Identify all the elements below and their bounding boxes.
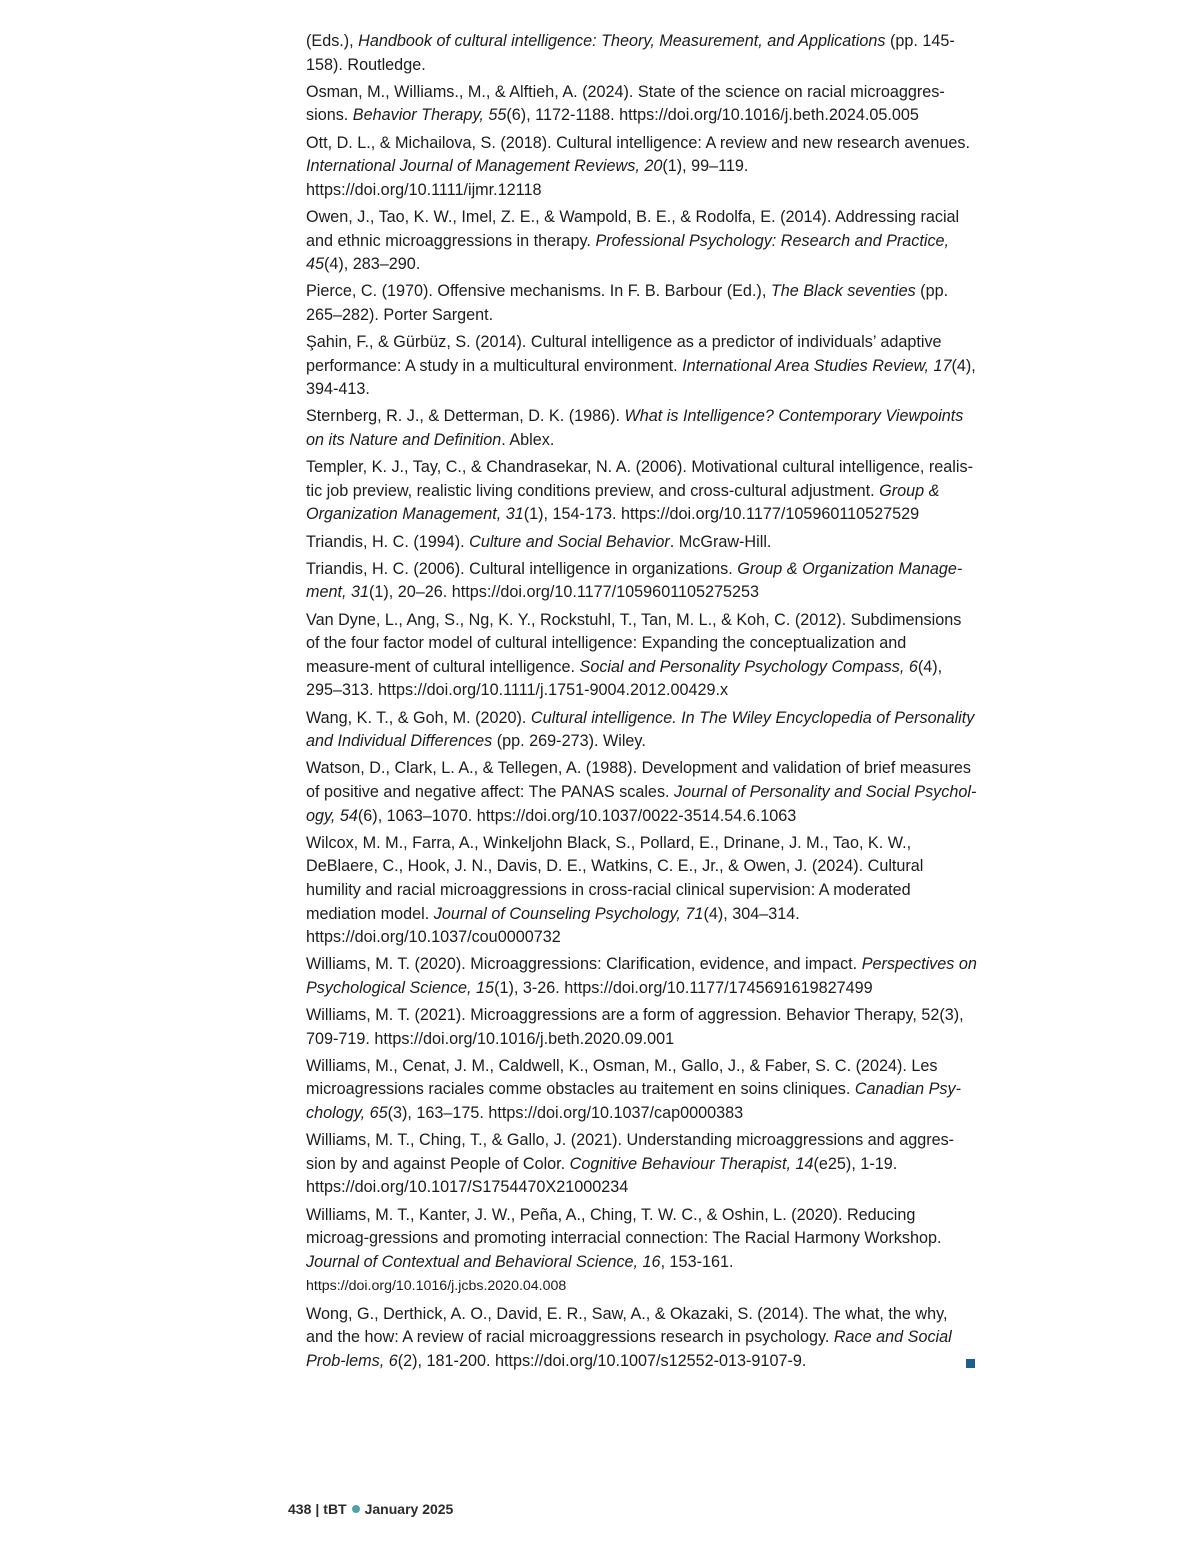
- reference-text: Wang, K. T., & Goh, M. (2020).: [306, 708, 531, 727]
- reference-entry: [306, 331, 978, 402]
- reference-text: (4), 283–290.: [324, 255, 421, 274]
- reference-source-title: The Black seventies: [770, 282, 916, 301]
- page-number: 438: [288, 1501, 312, 1517]
- reference-entry: [306, 953, 978, 1000]
- reference-text: Owen, J., Tao, K. W., Imel, Z. E., & Wampold, B. E., & Rodolfa, E. (2014). Addressing racial and ethnic microaggressions in therapy.: [306, 207, 960, 250]
- reference-text: (Eds.),: [306, 32, 359, 50]
- reference-source-title: Group & Organization Manage-ment, 31: [306, 559, 963, 602]
- reference-source-title: Professional Psychology: Research and Practice, 45: [306, 231, 950, 274]
- reference-text: (1), 20–26. https://doi.org/10.1177/1059601105275253: [369, 583, 760, 602]
- reference-source-title: Journal of Personality and Social Psychol-ogy, 54: [306, 782, 977, 825]
- reference-text: , 153-161.: [660, 1252, 734, 1271]
- reference-source-title: Social and Personality Psychology Compass, 6: [579, 657, 918, 676]
- reference-source-title: What is Intelligence? Contemporary Viewpoints on its Nature and Definition: [306, 407, 964, 450]
- reference-text: Triandis, H. C. (2006). Cultural intelligence in organizations.: [306, 559, 738, 578]
- reference-entry: [306, 531, 978, 555]
- reference-entry: [306, 405, 978, 452]
- reference-entry: [306, 1055, 978, 1126]
- reference-source-title: International Area Studies Review, 17: [682, 356, 952, 375]
- end-of-article-square-icon: [966, 1359, 975, 1368]
- reference-entry: [306, 30, 978, 77]
- reference-text: (1), 99–119. https://doi.org/10.1111/ijmr.12118: [306, 157, 749, 199]
- reference-entry: [306, 456, 978, 527]
- reference-text: (pp. 265–282). Porter Sargent.: [306, 282, 949, 324]
- page-footer: [288, 1501, 453, 1517]
- reference-text: Templer, K. J., Tay, C., & Chandrasekar, N. A. (2006). Motivational cultural intelligence, realis-tic job preview, realistic living conditions preview, and cross-cultural adjustment.: [306, 458, 973, 500]
- reference-text: Williams, M. T., Kanter, J. W., Peña, A., Ching, T. W. C., & Oshin, L. (2020). Reducing microag-gressions and promoting interracial connection: The Racial Harmony Workshop.: [306, 1205, 942, 1248]
- reference-text: . Ablex.: [501, 431, 555, 450]
- reference-source-title: Cognitive Behaviour Therapist, 14: [569, 1154, 814, 1173]
- reference-text: (4), 295–313. https://doi.org/10.1111/j.1751-9004.2012.00429.x: [306, 657, 943, 700]
- reference-text: Van Dyne, L., Ang, S., Ng, K. Y., Rockstuhl, T., Tan, M. L., & Koh, C. (2012). Subdimensions of the four factor model of cultural intelligence: Expanding the conceptualization and measure-ment of cultural intelligence.: [306, 610, 962, 676]
- reference-text: Watson, D., Clark, L. A., & Tellegen, A. (1988). Development and validation of brief measures of positive and negative affect: The PANAS scales.: [306, 759, 971, 801]
- reference-text: (6), 1063–1070. https://doi.org/10.1037/0022-3514.54.6.1063: [357, 806, 797, 825]
- reference-text: Şahin, F., & Gürbüz, S. (2014). Cultural intelligence as a predictor of individuals’ adaptive performance: A study in a multicultural environment.: [306, 333, 942, 375]
- reference-source-title: Culture and Social Behavior: [469, 532, 670, 551]
- reference-entry: [306, 707, 978, 754]
- reference-text: (1), 154-173. https://doi.org/10.1177/105960110527529: [523, 505, 920, 524]
- reference-text: (4), 394-413.: [306, 356, 976, 399]
- reference-entry: [306, 1303, 978, 1374]
- reference-text: (3), 163–175. https://doi.org/10.1037/cap0000383: [387, 1104, 744, 1123]
- reference-entry: [306, 1204, 978, 1299]
- reference-text: https://doi.org/10.1016/j.jcbs.2020.04.008: [306, 1278, 567, 1295]
- journal-name: tBT: [323, 1501, 347, 1517]
- reference-source-title: Journal of Counseling Psychology, 71: [433, 904, 704, 923]
- reference-text: Osman, M., Williams., M., & Alftieh, A. (2024). State of the science on racial microaggres-sions.: [306, 82, 945, 125]
- reference-list: [306, 30, 978, 1377]
- reference-source-title: Cultural intelligence. In The Wiley Encyclopedia of Personality and Individual Differences: [306, 708, 975, 751]
- reference-text: Wong, G., Derthick, A. O., David, E. R., Saw, A., & Okazaki, S. (2014). The what, the why, and the how: A review of racial microaggressions research in psychology.: [306, 1304, 948, 1347]
- reference-text: Ott, D. L., & Michailova, S. (2018). Cultural intelligence: A review and new research avenues.: [306, 133, 971, 152]
- reference-text: (4), 304–314. https://doi.org/10.1037/cou0000732: [306, 904, 800, 947]
- reference-entry: [306, 832, 978, 950]
- reference-source-title: International Journal of Management Reviews, 20: [306, 157, 663, 176]
- reference-source-title: Canadian Psy-chology, 65: [306, 1080, 962, 1123]
- reference-text: Sternberg, R. J., & Detterman, D. K. (1986).: [306, 407, 625, 426]
- reference-entry: [306, 609, 978, 703]
- reference-entry: [306, 757, 978, 828]
- reference-text: (6), 1172-1188. https://doi.org/10.1016/j.beth.2024.05.005: [506, 106, 919, 125]
- reference-source-title: Journal of Contextual and Behavioral Science, 16: [306, 1252, 661, 1271]
- issue-date: January 2025: [364, 1501, 454, 1517]
- reference-source-title: Race and Social Prob-lems, 6: [306, 1328, 952, 1370]
- reference-text: Williams, M. T. (2021). Microaggressions are a form of aggression. Behavior Therapy, 52(3), 709-719. https://doi.org/10.1016/j.beth.2020.09.001: [306, 1006, 964, 1048]
- reference-source-title: Perspectives on Psychological Science, 15: [306, 955, 977, 997]
- reference-entry: [306, 1129, 978, 1200]
- reference-entry: [306, 280, 978, 327]
- reference-text: Triandis, H. C. (1994).: [306, 532, 470, 551]
- reference-text: (2), 181-200. https://doi.org/10.1007/s12552-013-9107-9.: [397, 1351, 807, 1370]
- reference-text: (pp. 145-158). Routledge.: [306, 32, 955, 74]
- reference-text: (pp. 269-273). Wiley.: [492, 732, 646, 751]
- reference-text: Williams, M. T., Ching, T., & Gallo, J. (2021). Understanding microaggressions and aggres-sion by and against People of Color.: [306, 1131, 955, 1173]
- reference-text: Williams, M., Cenat, J. M., Caldwell, K., Osman, M., Gallo, J., & Faber, S. C. (2024). Les microagressions raciales comme obstacles au traitement en soins cliniques.: [306, 1056, 938, 1099]
- reference-entry: [306, 206, 978, 277]
- reference-source-title: Behavior Therapy, 55: [352, 106, 507, 125]
- reference-entry: [306, 132, 978, 203]
- reference-entry: [306, 81, 978, 128]
- reference-text: Williams, M. T. (2020). Microaggressions: Clarification, evidence, and impact.: [306, 955, 862, 974]
- reference-text: . McGraw-Hill.: [669, 532, 772, 551]
- footer-separator: |: [315, 1501, 320, 1517]
- reference-text: Wilcox, M. M., Farra, A., Winkeljohn Black, S., Pollard, E., Drinane, J. M., Tao, K. W., DeBlaere, C., Hook, J. N., Davis, D. E., Watkins, C. E., Jr., & Owen, J. (2024). Cultural humility and racial microaggressions in cross-racial clinical supervision: A moderated mediation model.: [306, 833, 924, 923]
- reference-text: (1), 3-26. https://doi.org/10.1177/1745691619827499: [494, 978, 873, 997]
- reference-text: Pierce, C. (1970). Offensive mechanisms. In F. B. Barbour (Ed.),: [306, 282, 771, 301]
- reference-source-title: Handbook of cultural intelligence: Theory, Measurement, and Applications: [358, 32, 886, 50]
- reference-entry: [306, 558, 978, 605]
- reference-source-title: Group & Organization Management, 31: [306, 481, 940, 524]
- reference-entry: [306, 1004, 978, 1051]
- reference-text: (e25), 1-19. https://doi.org/10.1017/S1754470X21000234: [306, 1154, 898, 1197]
- bullet-dot-icon: [352, 1505, 360, 1513]
